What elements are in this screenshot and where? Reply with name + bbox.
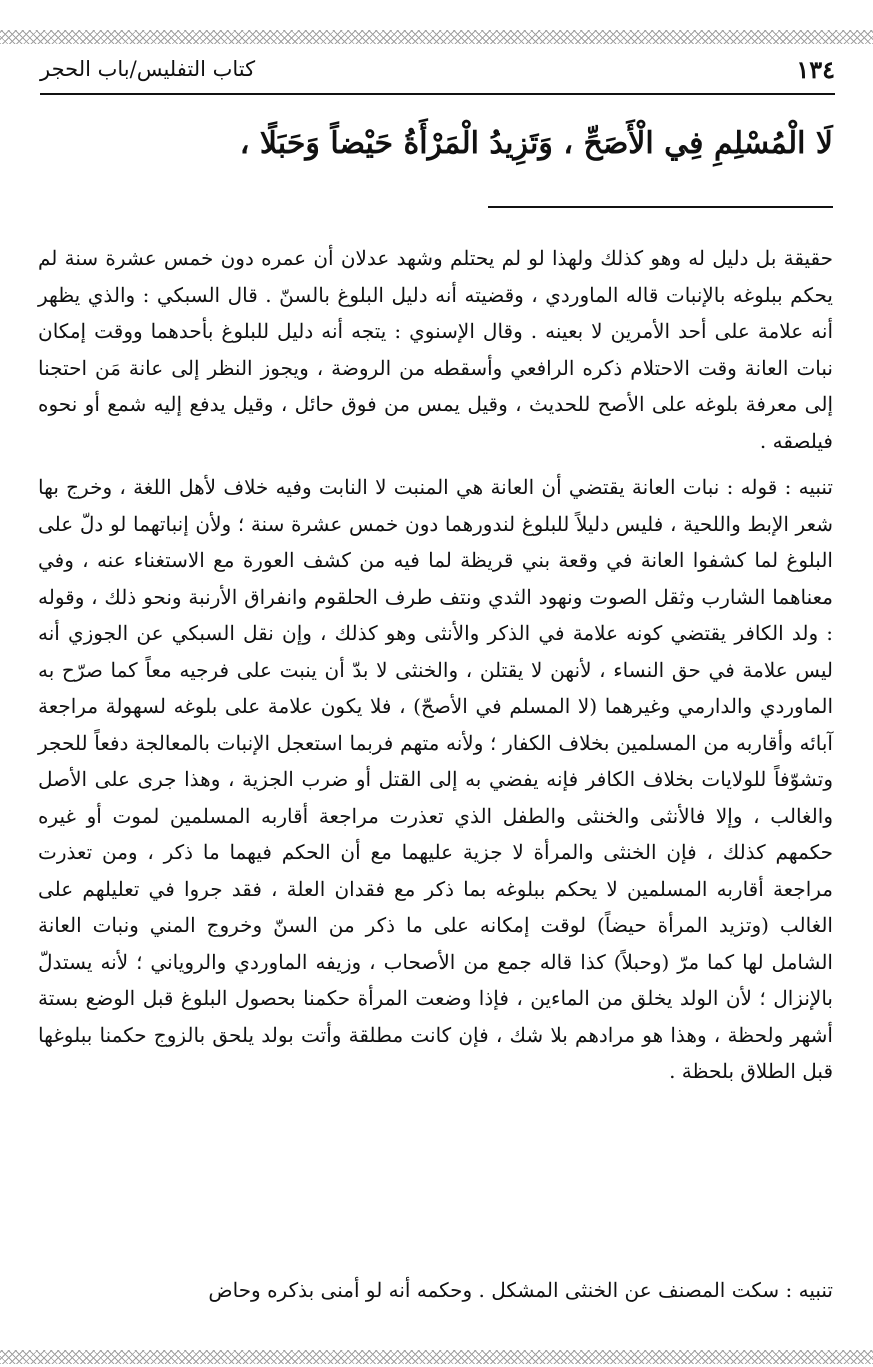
commentary-paragraph-1: حقيقة بل دليل له وهو كذلك ولهذا لو لم يحتلم وشهد عدلان أن عمره دون خمس عشرة سنة لم يحكم ببلوغه بالإنبات قاله الماوردي ، وقضيته أنه دليل البلوغ بالسنّ . قال السبكي : والذي يظهر أنه علامة على أحد الأمرين لا بعينه . وقال الإسنوي : يتجه أنه دليل للبلوغ بأحدهما ووقت إمكان نبات العانة وقت الاحتلام ذكره الرافعي وأسقطه من الروضة ، ويجوز النظر إلى عانة مَن احتجنا إلى معرفة بلوغه على الأصح للحديث ، وقيل يمس من فوق حائل ، وقيل يدفع إليه شمع أو نحوه فيلصقه . <box>38 246 833 453</box>
commentary-paragraph-2: تنبيه : قوله : نبات العانة يقتضي أن العانة هي المنبت لا النابت وفيه خلاف لأهل اللغة ، وخرج بها شعر الإبط واللحية ، فليس دليلاً للبلوغ لندورهما دون خمس عشرة سنة ؛ ولأن إنباتهما لو دلّ على البلوغ لما كشفوا العانة في وقعة بني قريظة لما فيه من كشف العورة مع الاستغناء عنه ، وفي معناهما الشارب وثقل الصوت ونهود الثدي ونتف طرف الحلقوم وانفراق الأرنبة ونحو ذلك ، وقوله : ولد الكافر يقتضي كونه علامة في الذكر والأنثى وهو كذلك ، وإن نقل السبكي عن الجوزي أنه ليس علامة في حق النساء ، لأنهن لا يقتلن ، والخنثى لا بدّ أن ينبت على فرجيه معاً كما صرّح به الماوردي والدارمي وغيرهما (لا المسلم في الأصحّ) ، فلا يكون علامة على بلوغه لسهولة مراجعة آبائه وأقاربه من المسلمين بخلاف الكفار ؛ ولأنه متهم فربما استعجل الإنبات بالمعالجة دفعاً للحجر وتشوّفاً للولايات بخلاف الكافر فإنه يفضي به إلى القتل أو ضرب الجزية ، وهذا جرى على الأصل والغالب ، وإلا فالأنثى والخنثى والطفل الذي تعذرت مراجعة أقاربه المسلمين لموت أو غيره حكمهم كذلك ، فإن الخنثى والمرأة لا جزية عليهما مع أن الحكم فيهما ما ذكر ، ومن تعذرت مراجعة أقاربه المسلمين لا يحكم ببلوغه بما ذكر مع فقدان العلة ، فقد جروا في تعليلهم على الغالب (وتزيد المرأة حيضاً) لوقت إمكانه على ما ذكر من السنّ وخروج المني ونبات العانة الشامل لها كما مرّ (وحبلاً) كذا قاله جمع من الأصحاب ، وزيفه الماوردي والروياني ؛ لأنه يستدلّ بالإنزال ؛ لأن الولد يخلق من الماءين ، فإذا وضعت المرأة حكمنا بحصول البلوغ قبل الوضع بستة أشهر ولحظة ، وهذا هو مرادهم بلا شك ، فإن كانت مطلقة وأتت بولد يلحق بالزوج حكمنا ببلوغها قبل الطلاق بلحظة . <box>38 475 833 1083</box>
top-decorative-border <box>0 30 873 44</box>
running-title: كتاب التفليس/باب الحجر <box>40 57 256 81</box>
footnote-separator <box>488 206 833 208</box>
commentary-paragraph-3: تنبيه : سكت المصنف عن الخنثى المشكل . وحكمه أنه لو أمنى بذكره وحاض <box>208 1278 833 1302</box>
page-header <box>40 55 835 95</box>
page-number: ١٣٤ <box>796 55 835 84</box>
main-text: لَا الْمُسْلِمِ فِي الْأَصَحِّ ، وَتَزِيدُ الْمَرْأَةُ حَيْضاً وَحَبَلًا ، <box>239 126 833 161</box>
bottom-decorative-border <box>0 1350 873 1364</box>
commentary-body <box>38 240 833 1090</box>
